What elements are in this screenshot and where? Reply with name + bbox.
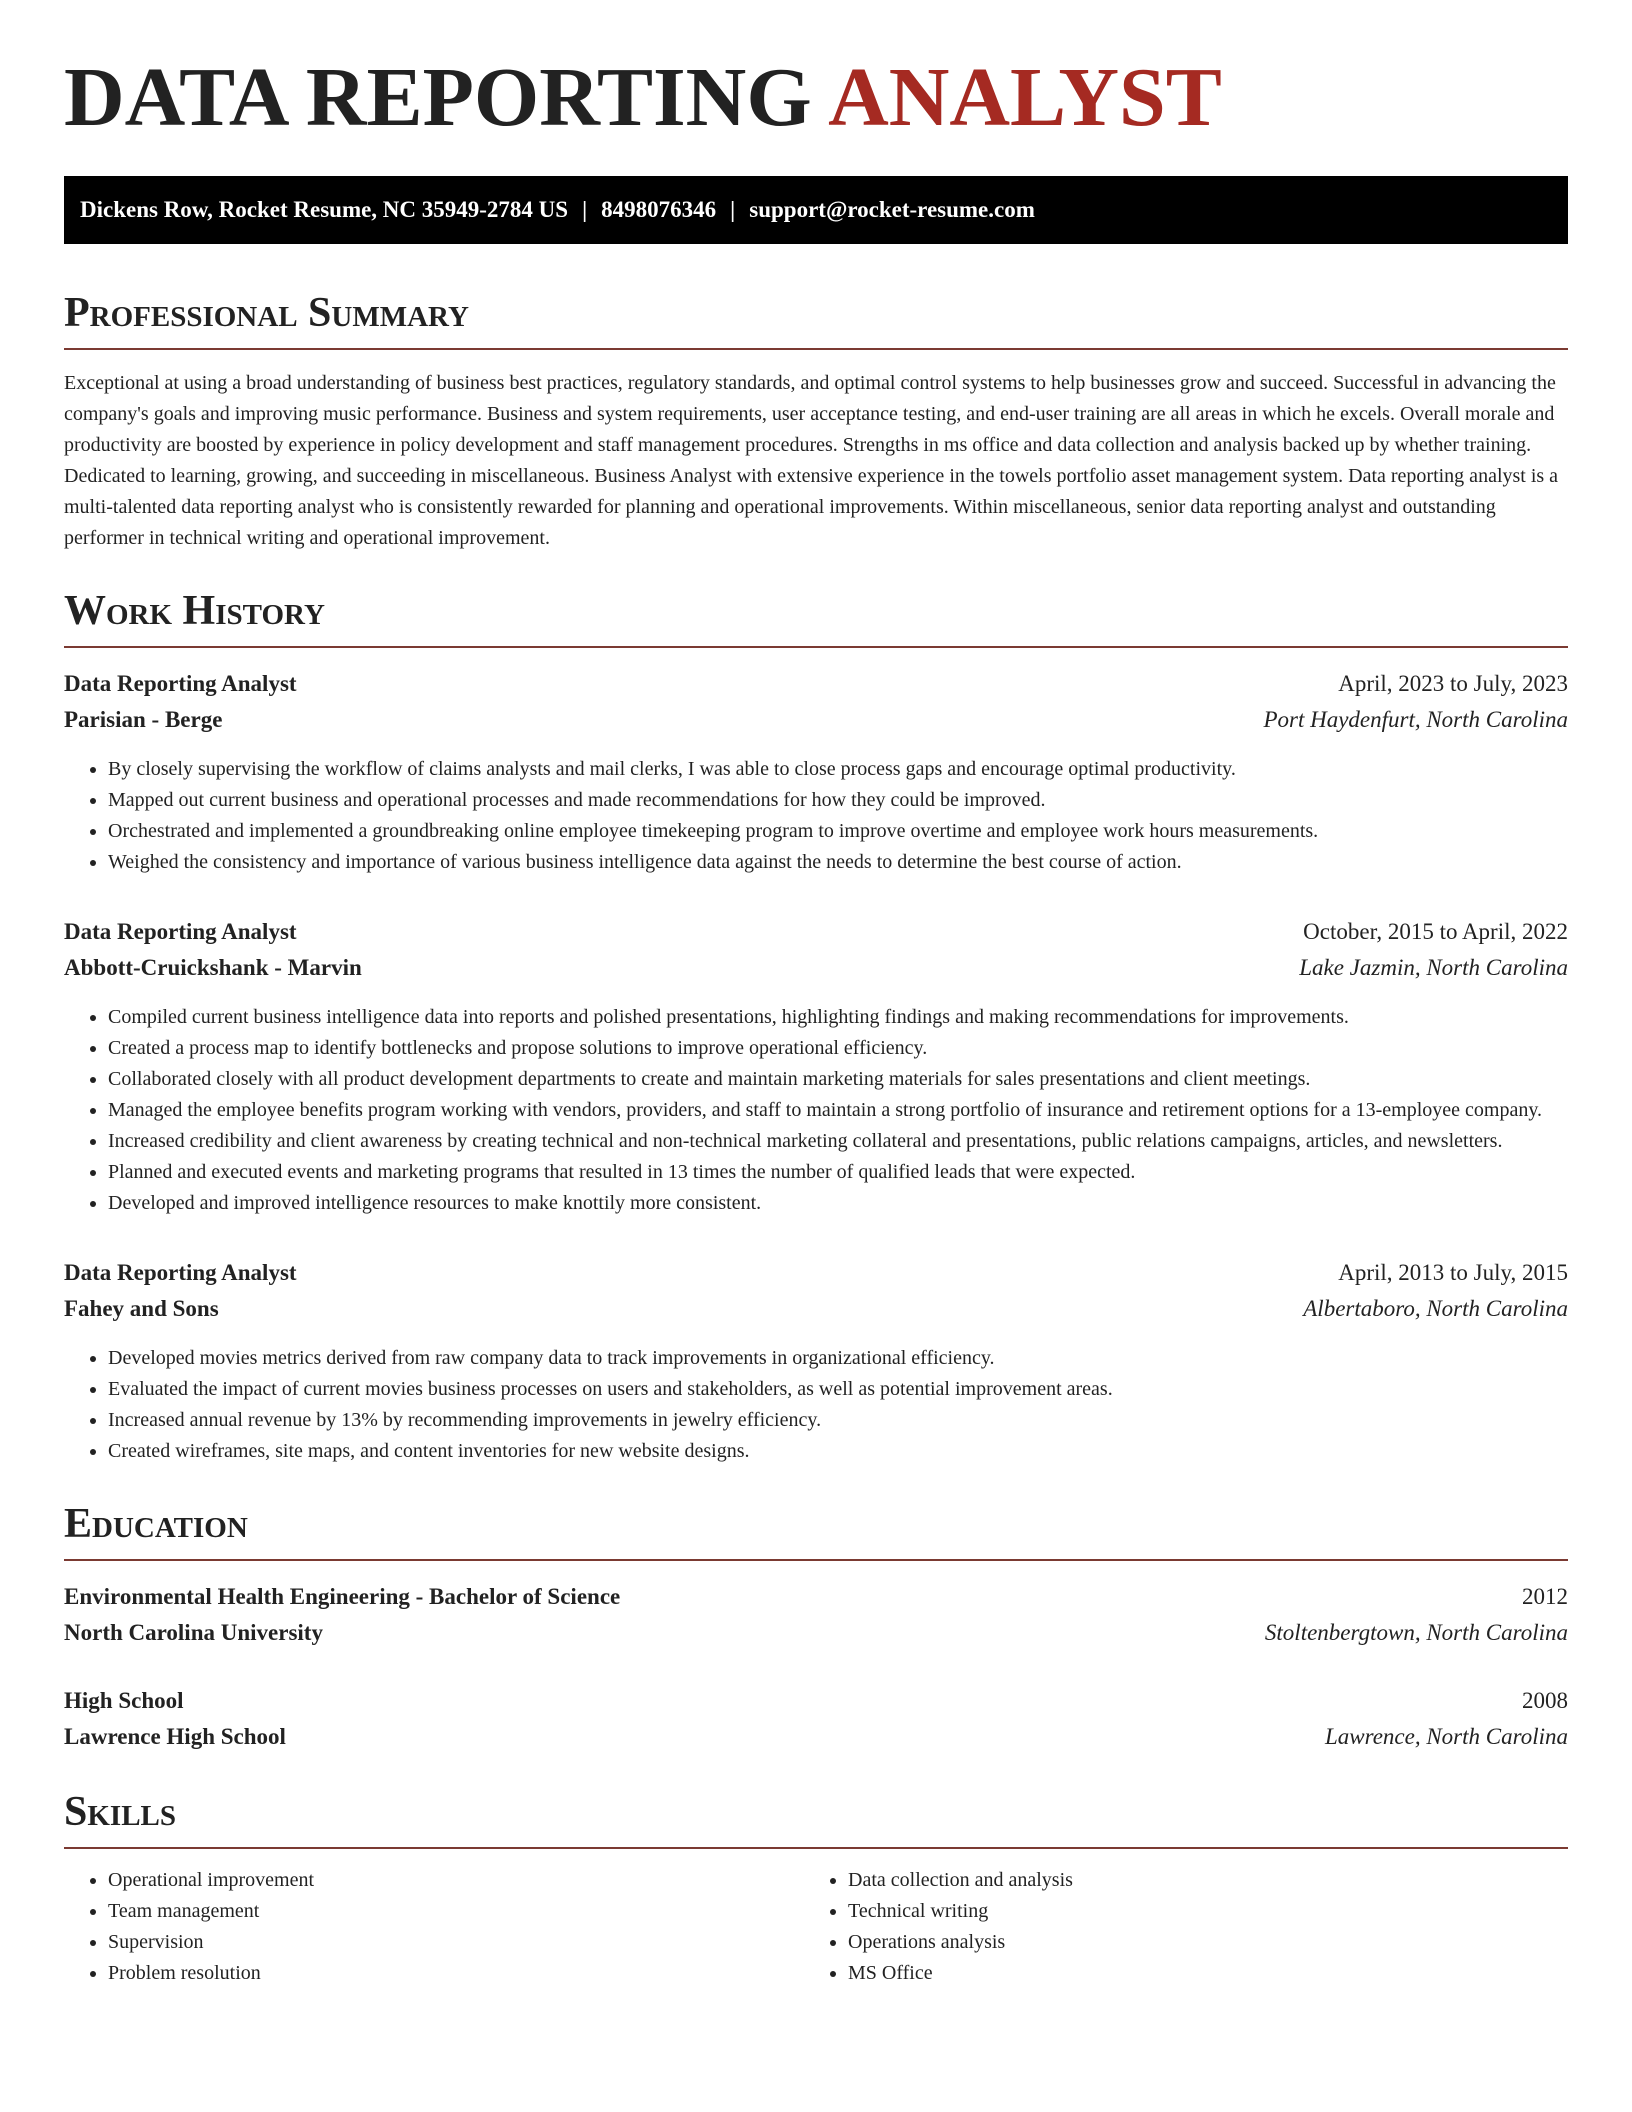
contact-bar <box>64 176 1568 244</box>
skills-columns <box>64 1865 1568 1989</box>
skills-heading: Skills <box>64 1791 1568 1849</box>
skills-list-left <box>64 1865 804 1989</box>
summary-heading: Professional Summary <box>64 292 1568 350</box>
skill-item: • Team management <box>108 1896 804 1927</box>
skill-item: • Operations analysis <box>848 1927 1568 1958</box>
job-entry <box>64 666 1568 878</box>
skill-item: • Supervision <box>108 1927 804 1958</box>
work-history-section <box>64 590 1568 1467</box>
job-location: Lake Jazmin, North Carolina <box>1299 955 1568 980</box>
job-bullet: • Created a process map to identify bottlenecks and propose solutions to improve operational efficiency. <box>108 1033 1568 1064</box>
job-entry <box>64 1255 1568 1467</box>
job-dates: October, 2015 to April, 2022 <box>1303 919 1568 944</box>
job-bullet: • Evaluated the impact of current movies business processes on users and stakeholders, as well as potential improvement areas. <box>108 1374 1568 1405</box>
skill-item: • Technical writing <box>848 1896 1568 1927</box>
job-company: Parisian - Berge <box>64 707 223 732</box>
education-year: 2008 <box>1522 1688 1568 1713</box>
summary-text: Exceptional at using a broad understanding of business best practices, regulatory standards, and optimal control systems to help businesses grow and succeed. Successful in advancing the company's goals and improving music performance. Business and system requirements, user acceptance testing, and end-user training are all areas in which he excels. Overall morale and productivity are boosted by experience in policy development and staff management procedures. Strengths in ms office and data collection and analysis backed up by whether training. Dedicated to learning, growing, and succeeding in miscellaneous. Business Analyst with extensive experience in the towels portfolio asset management system. Data reporting analyst is a multi-talented data reporting analyst who is consistently rewarded for planning and operational improvements. Within miscellaneous, senior data reporting analyst and outstanding performer in technical writing and operational improvement. <box>64 372 1559 549</box>
job-company: Fahey and Sons <box>64 1296 219 1321</box>
job-entry <box>64 914 1568 1219</box>
job-bullet: • By closely supervising the workflow of claims analysts and mail clerks, I was able to close process gaps and encourage optimal productivity. <box>108 754 1568 785</box>
education-degree: High School <box>64 1688 184 1713</box>
job-bullet: • Mapped out current business and operational processes and made recommendations for how they could be improved. <box>108 785 1568 816</box>
job-location: Port Haydenfurt, North Carolina <box>1263 707 1568 732</box>
education-location: Stoltenbergtown, North Carolina <box>1264 1620 1568 1645</box>
contact-address: Dickens Row, Rocket Resume, NC 35949-2784 US <box>80 197 569 222</box>
skill-item: • Problem resolution <box>108 1958 804 1989</box>
skills-section <box>64 1791 1568 1989</box>
education-section <box>64 1503 1568 1755</box>
job-bullet: • Managed the employee benefits program working with vendors, providers, and staff to maintain a strong portfolio of insurance and retirement options for a 13-employee company. <box>108 1095 1568 1126</box>
skill-item: • MS Office <box>848 1958 1568 1989</box>
contact-separator: | <box>730 197 736 222</box>
job-bullet: • Increased annual revenue by 13% by recommending improvements in jewelry efficiency. <box>108 1405 1568 1436</box>
job-bullet: • Planned and executed events and marketing programs that resulted in 13 times the number of qualified leads that were expected. <box>108 1157 1568 1188</box>
resume-page <box>64 0 1568 1989</box>
education-entry <box>64 1579 1568 1651</box>
job-bullet: • Weighed the consistency and importance of various business intelligence data against the needs to determine the best course of action. <box>108 847 1568 878</box>
job-dates: April, 2023 to July, 2023 <box>1338 671 1568 696</box>
contact-separator: | <box>582 197 588 222</box>
job-dates: April, 2013 to July, 2015 <box>1338 1260 1568 1285</box>
education-degree: Environmental Health Engineering - Bachelor of Science <box>64 1584 621 1609</box>
resume-title <box>64 51 1568 156</box>
skill-item: • Data collection and analysis <box>848 1865 1568 1896</box>
education-year: 2012 <box>1522 1584 1568 1609</box>
job-role: Data Reporting Analyst <box>64 919 297 944</box>
job-bullet: • Collaborated closely with all product development departments to create and maintain marketing materials for sales presentations and client meetings. <box>108 1064 1568 1095</box>
job-location: Albertaboro, North Carolina <box>1303 1296 1568 1321</box>
skill-item: • Operational improvement <box>108 1865 804 1896</box>
contact-phone: 8498076346 <box>601 197 717 222</box>
job-bullets <box>64 1343 1568 1467</box>
job-bullet: • Developed and improved intelligence resources to make knottily more consistent. <box>108 1188 1568 1219</box>
job-bullet: • Created wireframes, site maps, and content inventories for new website designs. <box>108 1436 1568 1467</box>
job-bullets <box>64 754 1568 878</box>
skills-list-right <box>804 1865 1568 1989</box>
summary-section <box>64 292 1568 554</box>
title-main: DATA REPORTING <box>64 51 812 144</box>
job-bullet: • Orchestrated and implemented a groundbreaking online employee timekeeping program to improve overtime and employee work hours measurements. <box>108 816 1568 847</box>
education-entry <box>64 1683 1568 1755</box>
job-bullet: • Developed movies metrics derived from raw company data to track improvements in organizational efficiency. <box>108 1343 1568 1374</box>
education-school: Lawrence High School <box>64 1724 286 1749</box>
education-location: Lawrence, North Carolina <box>1324 1724 1568 1749</box>
job-bullet: • Increased credibility and client awareness by creating technical and non-technical marketing collateral and presentations, public relations campaigns, articles, and newsletters. <box>108 1126 1568 1157</box>
job-role: Data Reporting Analyst <box>64 671 297 696</box>
education-heading: Education <box>64 1503 1568 1561</box>
contact-email: support@rocket-resume.com <box>749 197 1035 222</box>
work-history-heading: Work History <box>64 590 1568 648</box>
education-school: North Carolina University <box>64 1620 323 1645</box>
job-company: Abbott-Cruickshank - Marvin <box>64 955 362 980</box>
job-bullets <box>64 1002 1568 1219</box>
job-bullet: • Compiled current business intelligence data into reports and polished presentations, highlighting findings and making recommendations for improvements. <box>108 1002 1568 1033</box>
job-role: Data Reporting Analyst <box>64 1260 297 1285</box>
title-accent: ANALYST <box>828 51 1222 144</box>
